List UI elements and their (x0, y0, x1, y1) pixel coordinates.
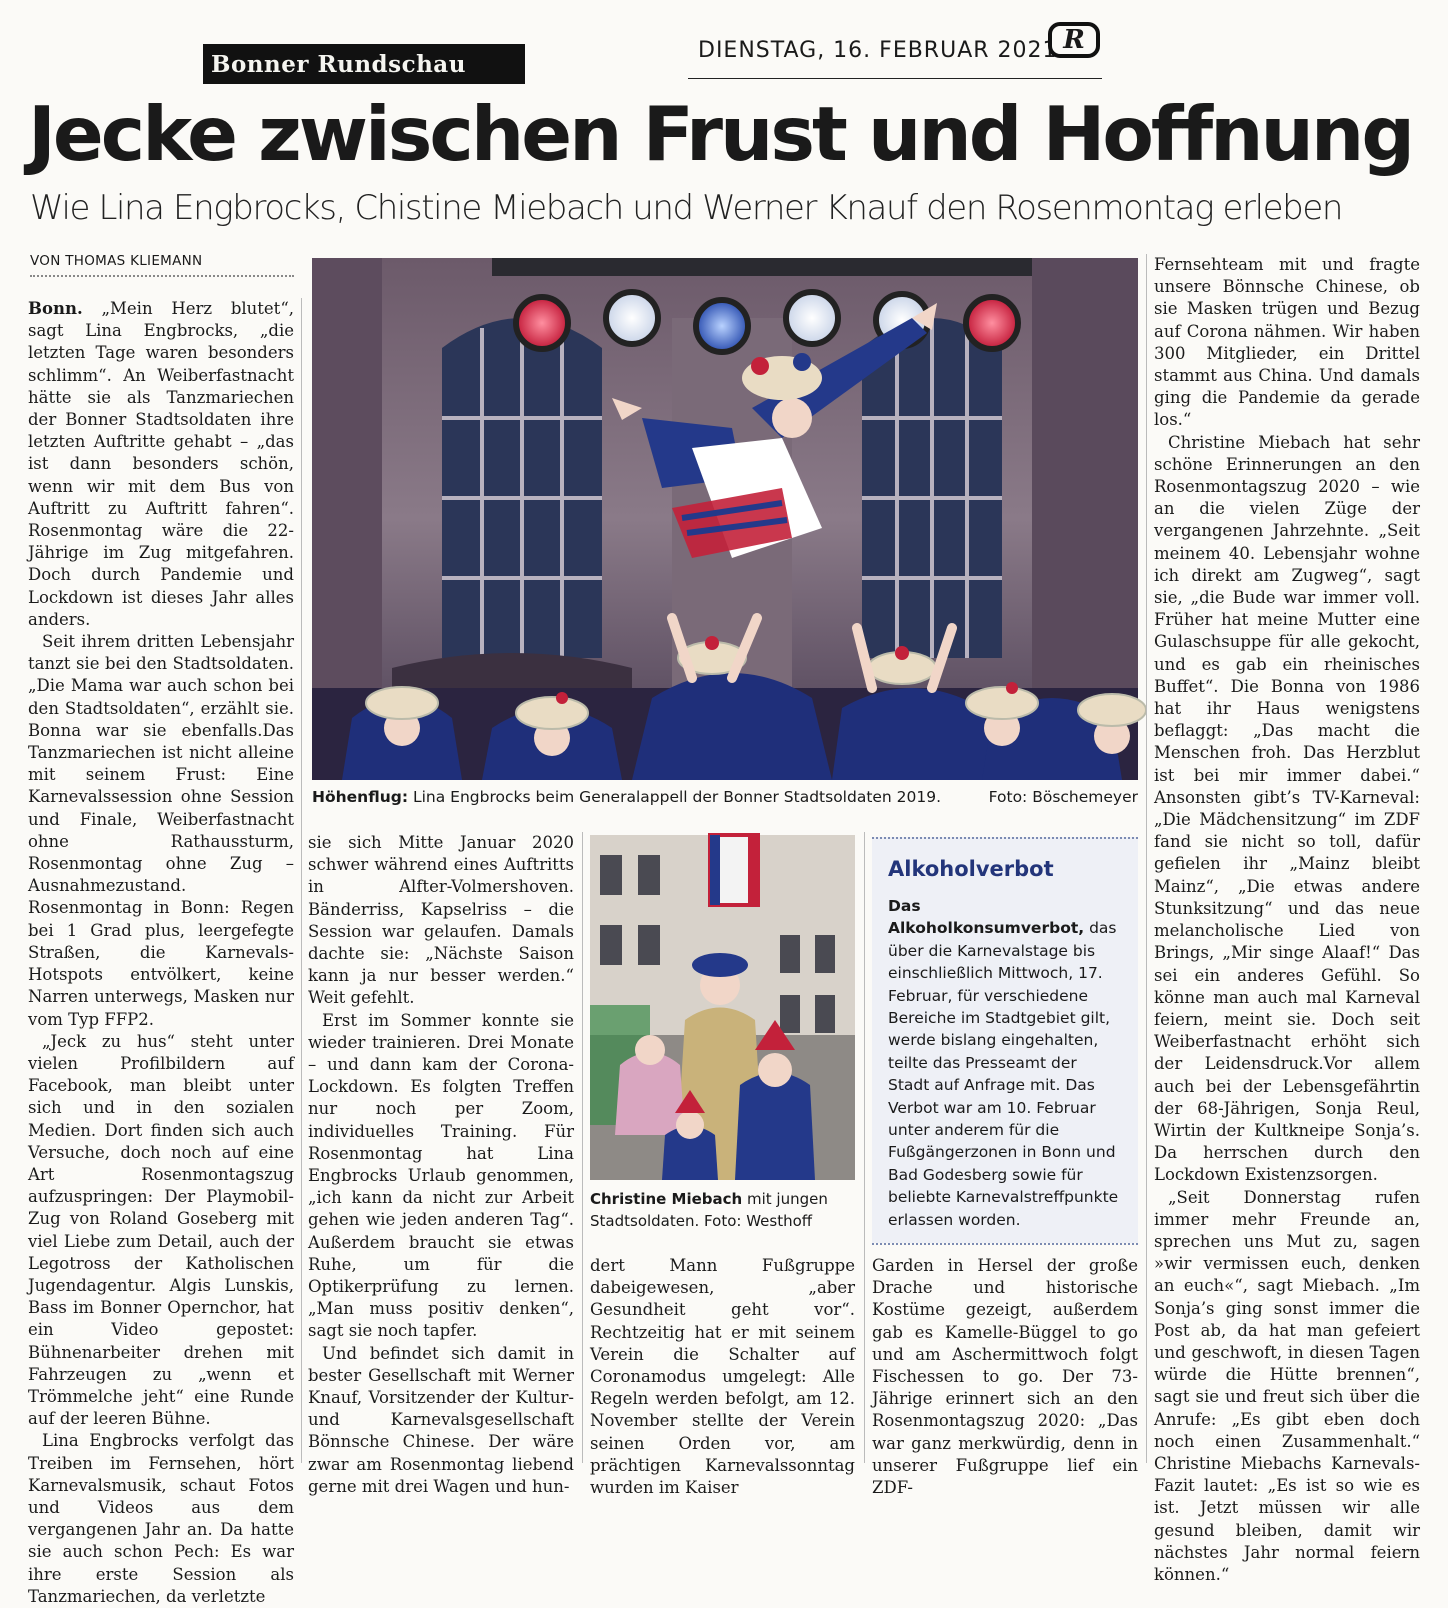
article-paragraph: Christine Miebach hat sehr schöne Erinnerungen an den Rosenmontagszug 2020 – wie an die vielen Züge der vergangenen Jahrzehnte. „Seit meinem 40. Lebensjahr wohne ich direkt am Zugweg“, sagt sie, „die Bude war immer voll. Früher hat meine Mutter eine Gulaschsuppe für alle gekocht, und es gab ein rheinisches Buffet“. Die Bonna von 1986 hat ihr Haus wenigstens beflaggt: „Das macht die Menschen froh. Das Herzblut ist bei mir immer dabei.“ Ansonsten gibt’s TV-Karneval: „Die Mädchensitzung“ im ZDF fand sie nicht so toll, dafür gefielen ihr „Mainz bleibt Mainz“, „Die etwas andere Stunksitzung“ und das neue melancholische Lied von Brings, „Mir singe Alaaf!“ Das sei ein anderes Gefühl. So könne man auch mal Karneval feiern, meint sie. Doch seit Weiberfastnacht erhöht sich der Leidensdruck.Vor allem auch bei der Lebensgefährtin der 68-Jährigen, Sonja Reul, Wirtin der Kultkneipe Sonja’s. Da herrschen durch den Lockdown Existenzsorgen. (1154, 432, 1420, 1185)
article-paragraph: Garden in Hersel der große Drache und historische Kostüme gezeigt, außerdem gab es Kamelle-Büggel to go und am Aschermittwoch folgt Fischessen to go. Der 73-Jährige erinnert sich an den Rosenmontagszug 2020: „Das war ganz merkwürdig, denn in unserer Fußgruppe lief ein ZDF- (872, 1256, 1138, 1498)
column-separator (864, 832, 865, 1463)
issue-date: DIENSTAG, 16. FEBRUAR 2021 (698, 38, 1058, 63)
infobox-body: das über die Karnevalstage bis einschließlich Mittwoch, 17. Februar, für verschiedene Bereiche im Stadtgebiet gilt, werde bislang eingehalten, teilte das Presseamt der Stadt auf Anfrage mit. Das Verbot war am 10. Februar unter anderem für die Fußgängerzonen in Bonn und Bad Godesberg sowie für beliebte Karnevalstreffpunkte erlassen worden. (888, 919, 1119, 1229)
article-column-3 (590, 1255, 855, 1498)
window-left (442, 318, 602, 658)
article-column-5 (1154, 254, 1420, 1584)
infobox-lead: Das Alkoholkonsumverbot, (888, 897, 1085, 938)
caption-text (312, 788, 941, 806)
article-paragraph: Und befindet sich damit in bester Gesellschaft mit Werner Knauf, Vorsitzender der Kultur- und Karnevalsgesellschaft Bönnsche Chinese. Der wäre zwar am Rosenmontag liebend gerne mit drei Wagen und hun- (308, 1343, 574, 1496)
article-paragraph: sie sich Mitte Januar 2020 schwer während eines Auftritts in Alfter-Volmershoven. Bänderriss, Kapselriss – die Session war gelaufen. Damals dachte sie: „Nächste Saison kann ja nur besser werden.“ Weit gefehlt. (308, 833, 574, 1008)
column-separator (582, 832, 583, 1463)
photo-credit: Foto: Böschemeyer (988, 788, 1138, 806)
subheadline: Wie Lina Engbrocks, Chistine Miebach und Werner Knauf den Rosenmontag erleben (30, 188, 1343, 228)
article-column-4 (872, 1255, 1138, 1498)
article-column-1 (28, 298, 294, 1606)
article-paragraph: Fernsehteam mit und fragte unsere Bönnsche Chinese, ob sie Masken trügen und Bezug auf Corona nähmen. Wir haben 300 Mitglieder, ein Drittel stammt aus China. Und damals ging die Pandemie da gerade los.“ (1154, 255, 1420, 430)
photo-credit: Foto: Westhoff (704, 1212, 813, 1230)
article-paragraph: Erst im Sommer konnte sie wieder trainieren. Drei Monate – und dann kam der Corona-Lockdown. Es folgten Treffen nur noch per Zoom, individuelles Training. Für Rosenmontag hat Lina Engbrocks Urlaub genommen, „ich kann da nicht zur Arbeit gehen wie jeden anderen Tag“. Außerdem braucht sie etwas Ruhe, um für die Optikerprüfung zu lernen. „Man muss positiv denken“, sagt sie noch tapfer. (308, 1010, 574, 1341)
second-photo-caption (590, 1188, 855, 1232)
infobox-bottom-rule (872, 1243, 1138, 1245)
article-paragraph: „Seit Donnerstag rufen immer mehr Freunde an, sprechen uns Mut zu, sagen »wir vermissen euch, denken an euch«“, sagt Miebach. „Im Sonja’s ging sonst immer die Post ab, da hat man gefeiert und geschwoft, in diesen Tagen würde die Hütte brennen“, sagt sie und freut sich über die Anrufe: „Es gibt eben doch noch einen Zusammenhalt.“ Christine Miebachs Karnevals-Fazit lautet: „Es ist so wie es ist. Jetzt müssen wir alle gesund bleiben, damit wir nächstes Jahr normal feiern können.“ (1154, 1187, 1420, 1584)
article-paragraph: „Jeck zu hus“ steht unter vielen Profilbildern auf Facebook, man bleibt unter sich und in den sozialen Medien. Dort finden sich auch Versuche, doch noch auf eine Art Rosenmontagszug aufzuspringen: Der Playmobil-Zug von Roland Goseberg mit viel Liebe zum Detail, auch der Legotross der Katholischen Jugendagentur. Algis Lunskis, Bass im Bonner Opernchor, hat ein Video gepostet: Bühnenarbeiter drehen mit Fahrzeugen zu „wenn et Trömmelche jeht“ eine Runde auf der leeren Bühne. (28, 1031, 294, 1429)
caption-lead: Höhenflug: (312, 788, 409, 806)
article-paragraph: Seit ihrem dritten Lebensjahr tanzt sie bei den Stadtsoldaten. „Die Mama war auch schon bei den Stadtsoldaten“, erzählt sie. Bonna war sie ebenfalls.Das Tanzmariechen ist nicht alleine mit seinem Frust: Eine Karnevalssession ohne Session und Finale, Weiberfastnacht ohne Rathaussturm, Rosenmontag ohne Zug – Ausnahmezustand. Rosenmontag in Bonn: Regen bei 1 Grad plus, leergefegte Straßen, die Karnevals-Hotspots entvölkert, keine Narren unterwegs, Masken nur vom Typ FFP2. (28, 632, 294, 1029)
date-rule (688, 78, 1102, 79)
headline: Jecke zwischen Frust und Hoffnung (28, 90, 1413, 178)
article-paragraph: Lina Engbrocks verfolgt das Treiben im Fernsehen, hört Karnevalsmusik, schaut Fotos und Videos aus dem vergangenen Jahr an. Da hatte sie auch schon Pech: Es war ihre erste Session als Tanzmariechen, da verletzte (28, 1431, 294, 1606)
article-column-2 (308, 832, 574, 1496)
infobox-title: Alkoholverbot (888, 857, 1054, 881)
infobox-alkoholverbot (872, 837, 1138, 1243)
caption-lead: Christine Miebach (590, 1190, 743, 1208)
photo-christine-miebach (590, 835, 855, 1180)
byline: VON THOMAS KLIEMANN (30, 253, 294, 277)
paragraph-text: „Mein Herz blutet“, sagt Lina Engbrocks, „die letzten Tage waren besonders schlimm“. An Weiberfastnacht hätte sie als Tanzmariechen der Bonner Stadtsoldaten ihre letzten Auftritte gehabt – „das ist dann besonders schön, wenn wir mit dem Bus von Auftritt zu Auftritt fahren“. Rosenmontag wäre die 22-Jährige im Zug mitgefahren. Doch durch Pandemie und Lockdown ist dieses Jahr alles anders. (28, 299, 294, 629)
main-photo-caption (312, 788, 1138, 806)
dateline: Bonn. (28, 299, 83, 318)
article-paragraph: dert Mann Fußgruppe dabeigewesen, „aber Gesundheit geht vor“. Rechtzeitig hat er mit seinem Verein die Schalter auf Coronamodus umgelegt: Alle Regeln werden befolgt, am 12. November stellte der Verein seinen Orden vor, am prächtigen Karnevalssonntag wurden im Kaiser (590, 1256, 855, 1498)
main-photo-image (312, 258, 1138, 780)
caption-body: Lina Engbrocks beim Generalappell der Bonner Stadtsoldaten 2019. (412, 788, 942, 806)
column-separator (1146, 254, 1147, 1463)
second-photo-image (590, 835, 855, 1180)
main-photo-stadtsoldaten (312, 258, 1138, 780)
newspaper-logo: Bonner Rundschau (203, 44, 525, 84)
infobox-text (888, 895, 1122, 1231)
caption-body: mit jungen Stadtsoldaten. (590, 1190, 828, 1230)
column-separator (301, 298, 302, 1463)
rundschau-r-logo: R (1048, 22, 1100, 58)
article-paragraph (28, 298, 294, 631)
window-right (862, 318, 1002, 658)
